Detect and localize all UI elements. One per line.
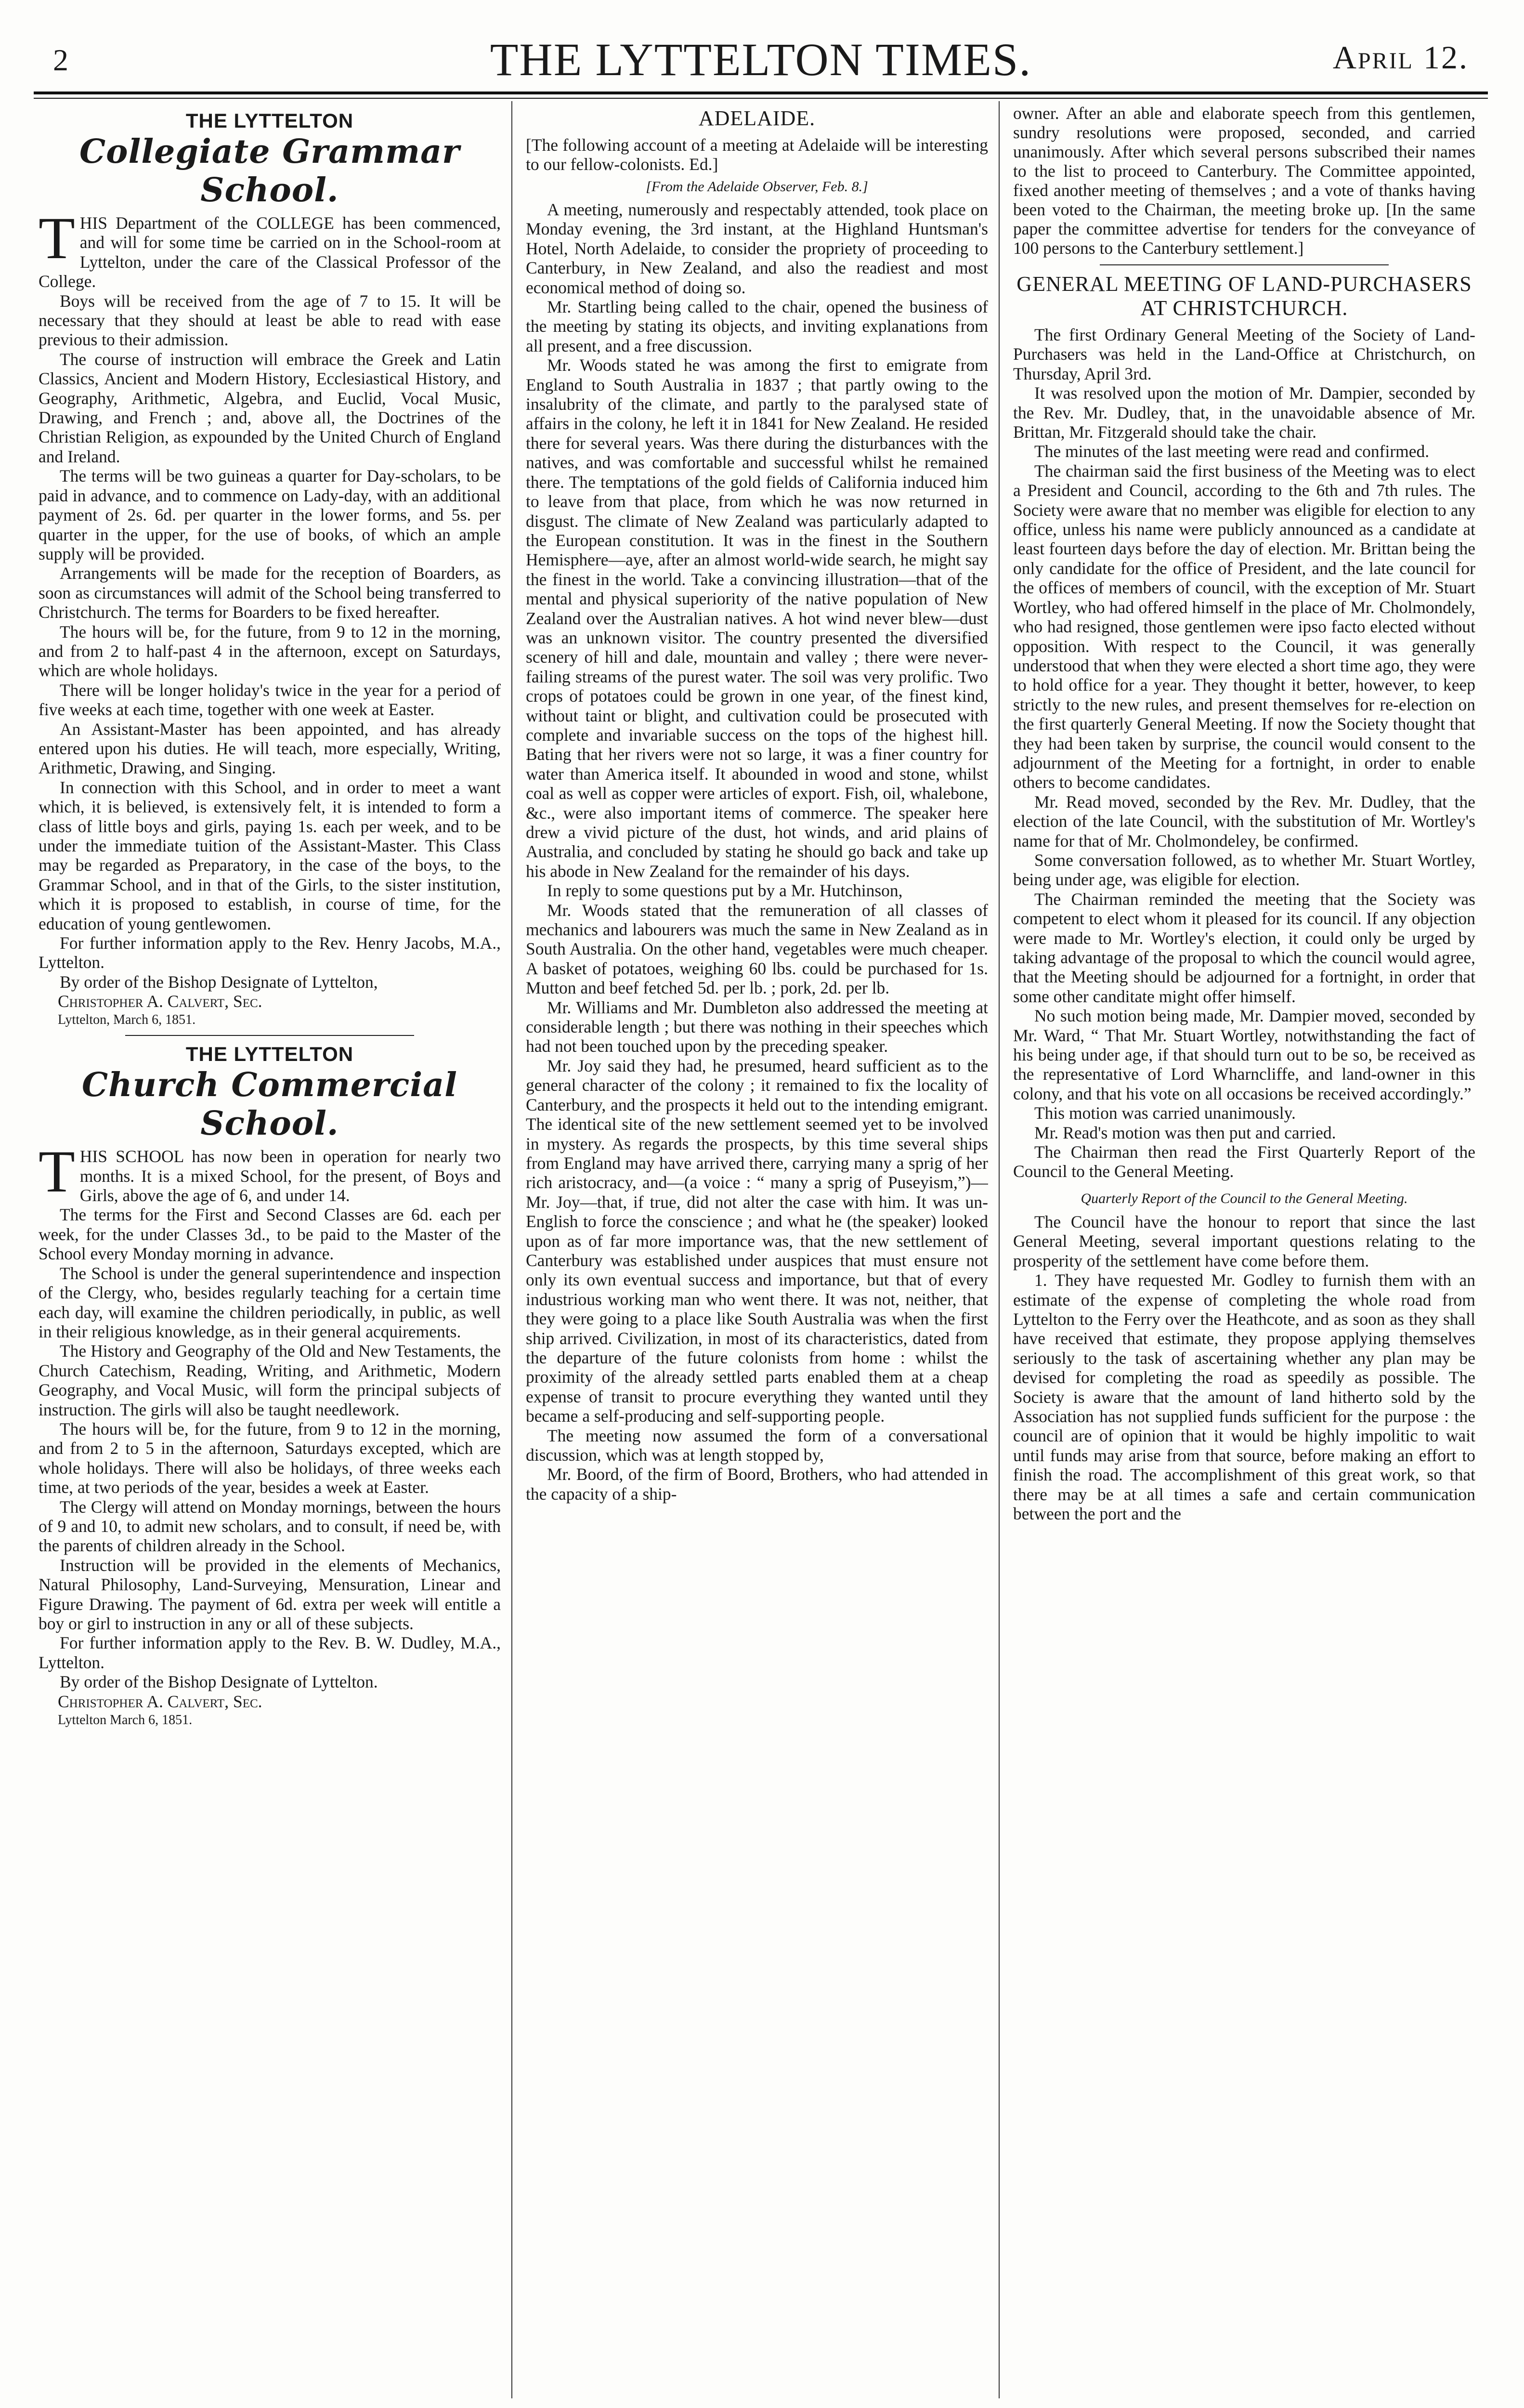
column-2 bbox=[526, 104, 988, 2396]
paragraph: The terms will be two guineas a quarter for Day-scholars, to be paid in advance, and to commence on Lady-day, with an additional payment of 2s. 6d. per quarter in the lower forms, and 5s. per quarter in the upper, for the use of books, of which an ample supply will be provided. bbox=[39, 466, 501, 563]
paragraph: THIS Department of the COLLEGE has been commenced, and will for some time be carried on in the School-room at Lyttelton, under the care of the Classical Professor of the College. bbox=[39, 205, 501, 291]
paragraph: THIS SCHOOL has now been in operation for nearly two months. It is a mixed School, for the present, of Boys and Girls, above the age of 6, and under 14. bbox=[39, 1139, 501, 1205]
paragraph: In reply to some questions put by a Mr. Hutchinson, bbox=[547, 881, 903, 901]
paragraph: A meeting, numerously and respectably attended, took place on Monday evening, the 3rd instant, at the Highland Huntsman's Hotel, North Adelaide, to consider the propriety of proceeding to Canterbury, in New Zealand, and also the readiest and most economical method of doing so. bbox=[526, 200, 988, 297]
paragraph: By order of the Bishop Designate of Lyttelton. bbox=[60, 1672, 378, 1692]
paragraph: Instruction will be provided in the elements of Mechanics, Natural Philosophy, Land-Surveying, Mensuration, Linear and Figure Drawing. The payment of 6d. extra per week will entitle a boy or girl to instruction in any or all of these subjects. bbox=[39, 1555, 501, 1633]
continued-text: owner. After an able and elaborate speech from this gentlemen, sundry resolutions were proposed, seconded, and carried unanimously. After which several persons subscribed their names to the list to proceed to Canterbury. The Committee appointed, fixed another meeting of themselves ; and a vote of thanks having been voted to the Chairman, the meeting broke up. [In the same paper the committee advertise for tenders for the conveyance of 100 persons to the Canterbury settlement.] bbox=[1013, 104, 1475, 258]
section-divider bbox=[1100, 264, 1389, 265]
column-1 bbox=[39, 104, 501, 2396]
grammar-school-advert bbox=[39, 109, 501, 1028]
paragraph: No such motion being made, Mr. Dampier moved, seconded by Mr. Ward, “ That Mr. Stuart Wortley, notwithstanding the fact of his being under age, if that should turn out to be so, be received as the representative of Lord Wharncliffe, and land-owner in this colony, and that his vote on all occasions be received accordingly.” bbox=[1013, 1006, 1475, 1103]
header-rule-thin bbox=[34, 98, 1488, 99]
report-body bbox=[1013, 1212, 1475, 1524]
paragraph: Mr. Read moved, seconded by the Rev. Mr. Dudley, that the election of the late Council, with the substitution of Mr. Wortley's name for that of Mr. Cholmondeley, be confirmed. bbox=[1013, 792, 1475, 851]
paragraph: For further information apply to the Rev. Henry Jacobs, M.A., Lyttelton. bbox=[39, 933, 501, 972]
paragraph: Mr. Read's motion was then put and carried. bbox=[1034, 1123, 1336, 1142]
advert-signature: Christopher A. Calvert, Sec. bbox=[58, 992, 262, 1011]
paragraph: The chairman said the first business of the Meeting was to elect a President and Council, according to the 6th and 7th rules. The Society were aware that no member was eligible for election to any office, unless his name were publicly announced as a candidate at least fourteen days before the day of election. Mr. Brittan being the only candidate for the office of President, and the late council for the offices of members of council, with the exception of Mr. Stuart Wortley, who had offered himself in the place of Mr. Cholmondely, who had resigned, those gentlemen were ipso facto elected without opposition. With respect to the Council, it was generally understood that when they were elected a short time ago, they were to hold office for a year. They thought it better, however, to keep strictly to the new rules, and present themselves for re-election on the first quarterly General Meeting. If now the Society thought that they had been taken by surprise, the council would consent to the adjournment of the Meeting for a fortnight, in order to enable others to become candidates. bbox=[1013, 461, 1475, 792]
article-body bbox=[1013, 325, 1475, 1181]
advert-title: Collegiate Grammar School. bbox=[79, 132, 460, 209]
paragraph: The hours will be, for the future, from 9 to 12 in the morning, and from 2 to half-past 4 in the afternoon, except on Saturdays, which are whole holidays. bbox=[39, 622, 501, 681]
paragraph: It was resolved upon the motion of Mr. Dampier, seconded by the Rev. Mr. Dudley, that, in the unavoidable absence of Mr. Brittan, Mr. Fitzgerald should take the chair. bbox=[1013, 383, 1475, 442]
paragraph: Mr. Williams and Mr. Dumbleton also addressed the meeting at considerable length ; but there was nothing in their speeches which had not been touched upon by the preceding speaker. bbox=[526, 997, 988, 1056]
commercial-school-advert bbox=[39, 1043, 501, 1728]
masthead bbox=[34, 29, 1488, 87]
paragraph: 1. They have requested Mr. Godley to furnish them with an estimate of the expense of completing the whole road from Lyttelton to the Ferry over the Heathcote, and as soon as they shall have received that estimate, they propose applying themselves seriously to the task of ascertaining whether any plan may be devised for completing the road as speedily as possible. The Society is aware that the amount of land hitherto sold by the Association has not supplied funds sufficient for the purpose : the council are of opinion that it would be highly impolitic to wait until funds may arise from that source, before making an effort to finish the road. The accomplishment of this great work, so that there may be at all times a safe and certain communication between the port and the bbox=[1013, 1270, 1475, 1523]
paragraph: Some conversation followed, as to whether Mr. Stuart Wortley, being under age, was eligible for election. bbox=[1013, 850, 1475, 890]
paragraph: Mr. Boord, of the firm of Boord, Brothers, who had attended in the capacity of a ship- bbox=[526, 1465, 988, 1504]
issue-date: April 12. bbox=[1332, 39, 1469, 76]
advert-label: THE LYTTELTON bbox=[185, 109, 354, 132]
advert-title: Church Commercial School. bbox=[82, 1066, 457, 1143]
paragraph: Mr. Joy said they had, he presumed, heard sufficient as to the general character of the colony ; it remained to fix the locality of Canterbury, and the prospects it held out to the intending emigrant. The identical site of the new settlement seemed yet to be involved in mystery. As regards the prospects, by this time several ships from England may have arrived there, carrying many a sprig of her rich aristocracy, and—(a voice : “ many a sprig of Puseyism,”)—Mr. Joy—that, if true, did not alter the case with him. It was un-English to force the conscience ; and what he (the speaker) looked upon as of far more importance was, that the new settlement of Canterbury was established under auspices that must ensure not only its own eventual success and importance, but that of every industrious working man who went there. It was not, neither, that they were going to a place like South Australia was when the first ship arrived. Civilization, in most of its characteristics, dated from the departure of the future colonists from home : whilst the proximity of the already settled parts enabled them at a cheap expense of transit to procure everything they wanted until they became a self-producing and self-supporting people. bbox=[526, 1056, 988, 1426]
paragraph: The Council have the honour to report that since the last General Meeting, several important questions relating to the prosperity of the settlement have come before them. bbox=[1013, 1212, 1475, 1270]
editor-note: [The following account of a meeting at Adelaide will be interesting to our fellow-colonists. Ed.] bbox=[526, 135, 988, 174]
section-divider bbox=[125, 1035, 414, 1036]
paragraph: For further information apply to the Rev. B. W. Dudley, M.A., Lyttelton. bbox=[39, 1633, 501, 1672]
paragraph: The meeting now assumed the form of a conversational discussion, which was at length stopped by, bbox=[526, 1426, 988, 1465]
paragraph: The Chairman reminded the meeting that the Society was competent to elect whom it pleased for its council. If any objection were made to Mr. Wortley's election, it could only be urged by taking advantage of the proposal to which the council would agree, that the Meeting should be adjourned for a fortnight, in order that some other canditate might offer himself. bbox=[1013, 889, 1475, 1006]
paragraph: The course of instruction will embrace the Greek and Latin Classics, Ancient and Modern History, Ecclesiastical History, and Geography, Arithmetic, Algebra, and Euclid, Vocal Music, Drawing, and French ; and, above all, the Doctrines of the Christian Religion, as expounded by the United Church of England and Ireland. bbox=[39, 349, 501, 466]
paragraph: There will be longer holiday's twice in the year for a period of five weeks at each time, together with one week at Easter. bbox=[39, 680, 501, 720]
advert-body bbox=[39, 1139, 501, 1692]
advert-label: THE LYTTELTON bbox=[185, 1043, 354, 1066]
column-3 bbox=[1013, 104, 1475, 2396]
paragraph: The minutes of the last meeting were read and confirmed. bbox=[1034, 442, 1430, 461]
report-title: Quarterly Report of the Council to the General Meeting. bbox=[1081, 1190, 1408, 1206]
paragraph: The terms for the First and Second Classes are 6d. each per week, for the under Classes 3d., to be paid to the Master of the School every Monday morning in advance. bbox=[39, 1205, 501, 1264]
article-heading: GENERAL MEETING OF LAND-PURCHASERS AT CHRISTCHURCH. bbox=[1016, 272, 1472, 320]
advert-signature: Christopher A. Calvert, Sec. bbox=[58, 1691, 262, 1711]
paragraph: The hours will be, for the future, from 9 to 12 in the morning, and from 2 to 5 in the afternoon, Saturdays excepted, which are whole holidays. There will also be holidays, of three weeks each time, at two periods of the year, besides a week at Easter. bbox=[39, 1419, 501, 1497]
paragraph: This motion was carried unanimously. bbox=[1034, 1103, 1296, 1123]
column-divider bbox=[999, 101, 1000, 2398]
header-rule-thick bbox=[34, 92, 1488, 94]
article-heading: ADELAIDE. bbox=[698, 106, 816, 130]
paragraph: Mr. Startling being called to the chair, opened the business of the meeting by stating its objects, and inviting explanations from all present, and a free discussion. bbox=[526, 297, 988, 355]
article-source: [From the Adelaide Observer, Feb. 8.] bbox=[646, 179, 868, 195]
column-divider bbox=[511, 101, 512, 2398]
paragraph: The Clergy will attend on Monday mornings, between the hours of 9 and 10, to admit new scholars, and to consult, if need be, with the parents of children already in the School. bbox=[39, 1497, 501, 1556]
paragraph: The School is under the general superintendence and inspection of the Clergy, who, besides regularly teaching for a certain time each day, will examine the children periodically, in public, as well in their religious knowledge, as in their general acquirements. bbox=[39, 1263, 501, 1341]
page-number: 2 bbox=[53, 43, 68, 77]
paragraph: Arrangements will be made for the reception of Boarders, as soon as circumstances will admit of the School being transferred to Christchurch. The terms for Boarders to be fixed hereafter. bbox=[39, 563, 501, 622]
advert-body bbox=[39, 205, 501, 992]
paragraph: The History and Geography of the Old and New Testaments, the Church Catechism, Reading, Writing, and Arithmetic, Modern Geography, and Vocal Music, will form the principal subjects of instruction. The girls will also be taught needlework. bbox=[39, 1341, 501, 1419]
paragraph: The Chairman then read the First Quarterly Report of the Council to the General Meeting. bbox=[1013, 1142, 1475, 1181]
paragraph: Mr. Woods stated that the remuneration of all classes of mechanics and labourers was much the same in New Zealand as in South Australia. On the other hand, vegetables were much cheaper. A basket of potatoes, weighing 60 lbs. could be purchased for 1s. Mutton and beef fetched 5d. per lb. ; pork, 2d. per lb. bbox=[526, 900, 988, 998]
paragraph: The first Ordinary General Meeting of the Society of Land-Purchasers was held in the Land-Office at Christchurch, on Thursday, April 3rd. bbox=[1013, 325, 1475, 383]
article-body bbox=[526, 200, 988, 1504]
paragraph: An Assistant-Master has been appointed, and has already entered upon his duties. He will teach, more especially, Writing, Arithmetic, Drawing, and Singing. bbox=[39, 719, 501, 778]
paragraph: By order of the Bishop Designate of Lyttelton, bbox=[60, 972, 378, 992]
newspaper-title: THE LYTTELTON TIMES. bbox=[490, 34, 1032, 85]
paragraph: Mr. Woods stated he was among the first to emigrate from England to South Australia in 1837 ; that partly owing to the insalubrity of the climate, and partly to the paralysed state of affairs in the colony, he left it in 1841 for New Zealand. He resided there for several years. Was there during the disturbances with the natives, and was comfortable and successful whilst he remained there. The temptations of the gold fields of California induced him to leave from that place, from which he was now returned in disgust. The climate of New Zealand was particularly adapted to the European constitution. It was in the finest in the Southern Hemisphere—aye, after an almost world-wide search, he might say the finest in the world. Take a convincing illustration—that of the mental and physical superiority of the native population of New Zealand over the Australian natives. A hot wind never blew—dust was an unknown visitor. The country presented the diversified scenery of hill and dale, mountain and valley ; there were never-failing streams of the purest water. The soil was very prolific. Two crops of potatoes could be grown in one year, of the finest kind, without taint or blight, and cultivation could be prosecuted with complete and invariable success on the tops of the highest hill. Bating that her rivers were not so large, it was a finer country for water than America itself. It abounded in wood and stone, whilst coal as well as copper were articles of export. Fish, oil, whalebone, &c., were also important items of commerce. The speaker here drew a vivid picture of the dust, hot winds, and arid plains of Australia, and concluded by stating he should go back and take up his abode in New Zealand for the remainder of his days. bbox=[526, 355, 988, 881]
advert-dateline: Lyttelton, March 6, 1851. bbox=[58, 1012, 196, 1028]
advert-dateline: Lyttelton March 6, 1851. bbox=[58, 1712, 193, 1727]
paragraph: Boys will be received from the age of 7 to 15. It will be necessary that they should at least be able to read with ease previous to their admission. bbox=[39, 291, 501, 350]
paragraph: In connection with this School, and in order to meet a want which, it is believed, is extensively felt, it is intended to form a class of little boys and girls, paying 1s. each per week, and to be under the immediate tuition of the Assistant-Master. This Class may be regarded as Preparatory, in the case of the boys, to the Grammar School, and in that of the Girls, to the sister institution, which it is proposed to establish, in course of time, for the education of young gentlewomen. bbox=[39, 777, 501, 933]
